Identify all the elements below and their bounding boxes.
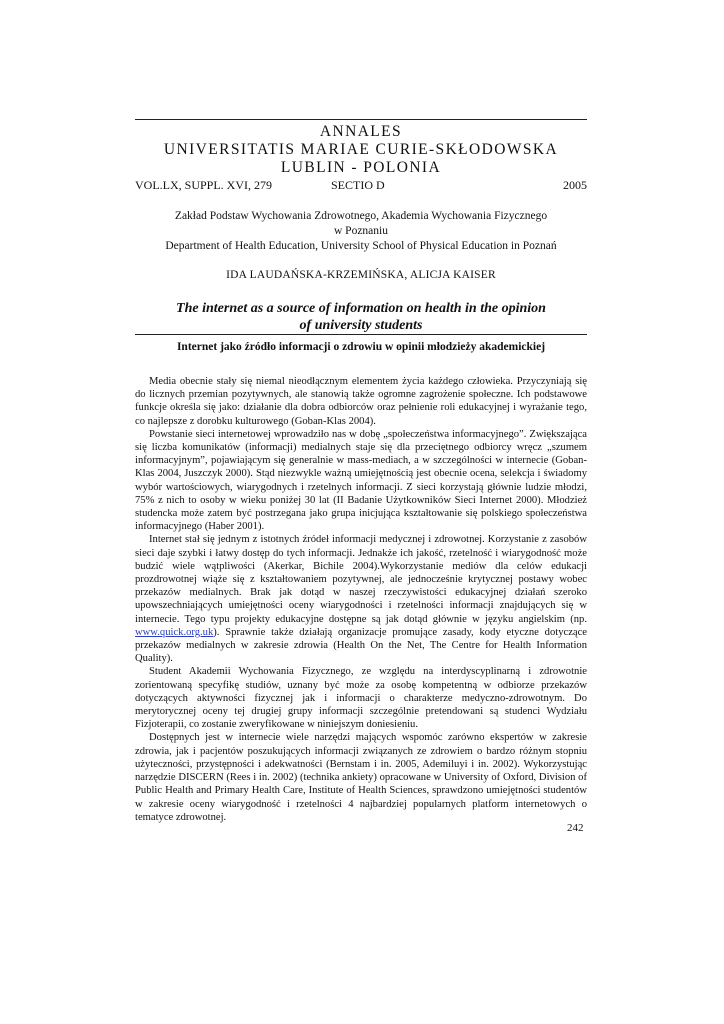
paragraph-2: Powstanie sieci internetowej wprowadziło nas w dobę „społeczeństwa informacyjnego”. Zwiększająca się liczba komunikatów (informacji) medialnych staje się dla przeciętnego odbiorcy wręcz „szumem informacyjnym”, pojawiającym się generalnie w mass-mediach, a w szczególności w internecie (Goban-Klas 2004, Juszczyk 2000). Stąd niezwykle ważną umiejętnością jest obecnie ocena, selekcja i świadomy wybór wartościowych, wiarygodnych i rzetelnych informacji. Z sieci korzystają głównie ludzie młodzi, 75% z nich to osoby w wieku poniżej 30 lat (II Badanie Użytkowników Sieci Internet 2000). Młodzież studencka może zatem być postrzegana jako grupa inicjująca kształtowanie się polskiego społeczeństwa informacyjnego (Haber 2001).: [135, 428, 587, 533]
title-en-line1: The internet as a source of information on health in the opinion: [176, 301, 546, 316]
affiliation-line2: w Poznaniu: [334, 225, 388, 237]
page-number: 242: [567, 822, 584, 834]
paragraph-4: Student Akademii Wychowania Fizycznego, ze względu na interdyscyplinarną i zdrowotnie zorientowaną specyfikę studiów, uznany być może za osobę kompetentną w odbiorze przekazów dotyczących aktywności fizycznej jak i informacji o charakterze medyczno-zdrowotnym. Do merytorycznej oceny tej drugiej grupy informacji szczególnie pretendowani są studenci Wydziału Fizjoterapii, co zostanie zweryfikowane w niniejszym doniesieniu.: [135, 666, 587, 731]
journal-meta: [135, 178, 587, 192]
journal-name-line3: LUBLIN - POLONIA: [280, 159, 442, 176]
year-info: 2005: [563, 178, 587, 192]
title-rule: [135, 334, 587, 335]
paragraph-5: Dostępnych jest w internecie wiele narzędzi mających wspomóc zarówno ekspertów w zakresie zdrowia, jak i pacjentów poszukujących informacji związanych ze zdrowiem o bardzo różnym stopniu użyteczności, przystępności i adekwatności (Bernstam i in. 2005, Ademiluyi i in. 2002). Wykorzystując narzędzie DISCERN (Rees i in. 2002) (technika ankiety) opracowane w University of Oxford, Division of Public Health and Primary Health Care, Institute of Health Sciences, sprawdzono umiejętności studentów w zakresie oceny wiarygodność i rzetelności 4 najbardziej popularnych platform internetowych o tematyce zdrowotnej.: [135, 732, 587, 823]
volume-info: VOL.LX, SUPPL. XVI, 279: [135, 178, 273, 192]
paragraph-3-text-a: Internet stał się jednym z istotnych źródeł informacji medycznej i zdrowotnej. Korzystanie z zasobów sieci daje szybki i łatwy dostęp do tych informacji. Jednakże ich jakość, rzetelność i wiarygodność może budzić wiele wątpliwości (Akerkar, Bichile 2004).Wykorzystanie mediów dla celów edukacji prozdrowotnej wiąże się z kształtowaniem pozytywnej, ale jednocześnie krytycznej postawy wobec przekazów medialnych. Brak jak dotąd w naszej rzeczywistości edukacyjnej działań szeroko upowszechniających umiejętności oceny wiarygodności i rzetelności informacji znajdujących się w internecie. Tego typu projekty edukacyjne dostępne są jak dotąd głównie w języku angielskim (np.: [135, 534, 587, 625]
quick-org-link[interactable]: www.quick.org.uk: [135, 626, 214, 638]
affiliation-line3: Department of Health Education, University School of Physical Education in Poznań: [165, 240, 557, 252]
article-body: [135, 375, 587, 824]
title-en-line2: of university students: [299, 318, 423, 333]
header-top-rule: [135, 119, 587, 120]
authors: IDA LAUDAŃSKA-KRZEMIŃSKA, ALICJA KAISER: [226, 269, 496, 281]
journal-header: [135, 123, 587, 177]
article-page: [135, 119, 587, 824]
paragraph-3: [135, 533, 587, 665]
affiliation: [135, 209, 587, 254]
journal-name-line2: UNIVERSITATIS MARIAE CURIE-SKŁODOWSKA: [163, 141, 559, 158]
article-title-pl: Internet jako źródło informacji o zdrowiu w opinii młodzieży akademickiej: [176, 341, 546, 353]
affiliation-line1: Zakład Podstaw Wychowania Zdrowotnego, Akademia Wychowania Fizycznego: [174, 210, 548, 222]
article-title-en: [135, 300, 587, 334]
paragraph-1: Media obecnie stały się niemal nieodłącznym elementem życia każdego człowieka. Przyczyniają się do licznych przemian pozytywnych, ale stanowią także ogromne zagrożenie społeczne. Ich podstawowe funkcje określa się jako: działanie dla dobra odbiorców oraz pełnienie roli edukacyjnej i wyrażanie tego, co najlepsze z dorobku kulturowego (Goban-Klas 2004).: [135, 376, 587, 427]
section-info: SECTIO D: [331, 178, 385, 192]
journal-name-line1: ANNALES: [319, 123, 403, 140]
paragraph-3-text-b: ). Sprawnie także działają organizacje promujące zasady, kody etyczne dotyczące przekazów medialnych w zakresie zdrowia (Health On the Net, The Centre for Health Information Quality).: [135, 626, 587, 665]
